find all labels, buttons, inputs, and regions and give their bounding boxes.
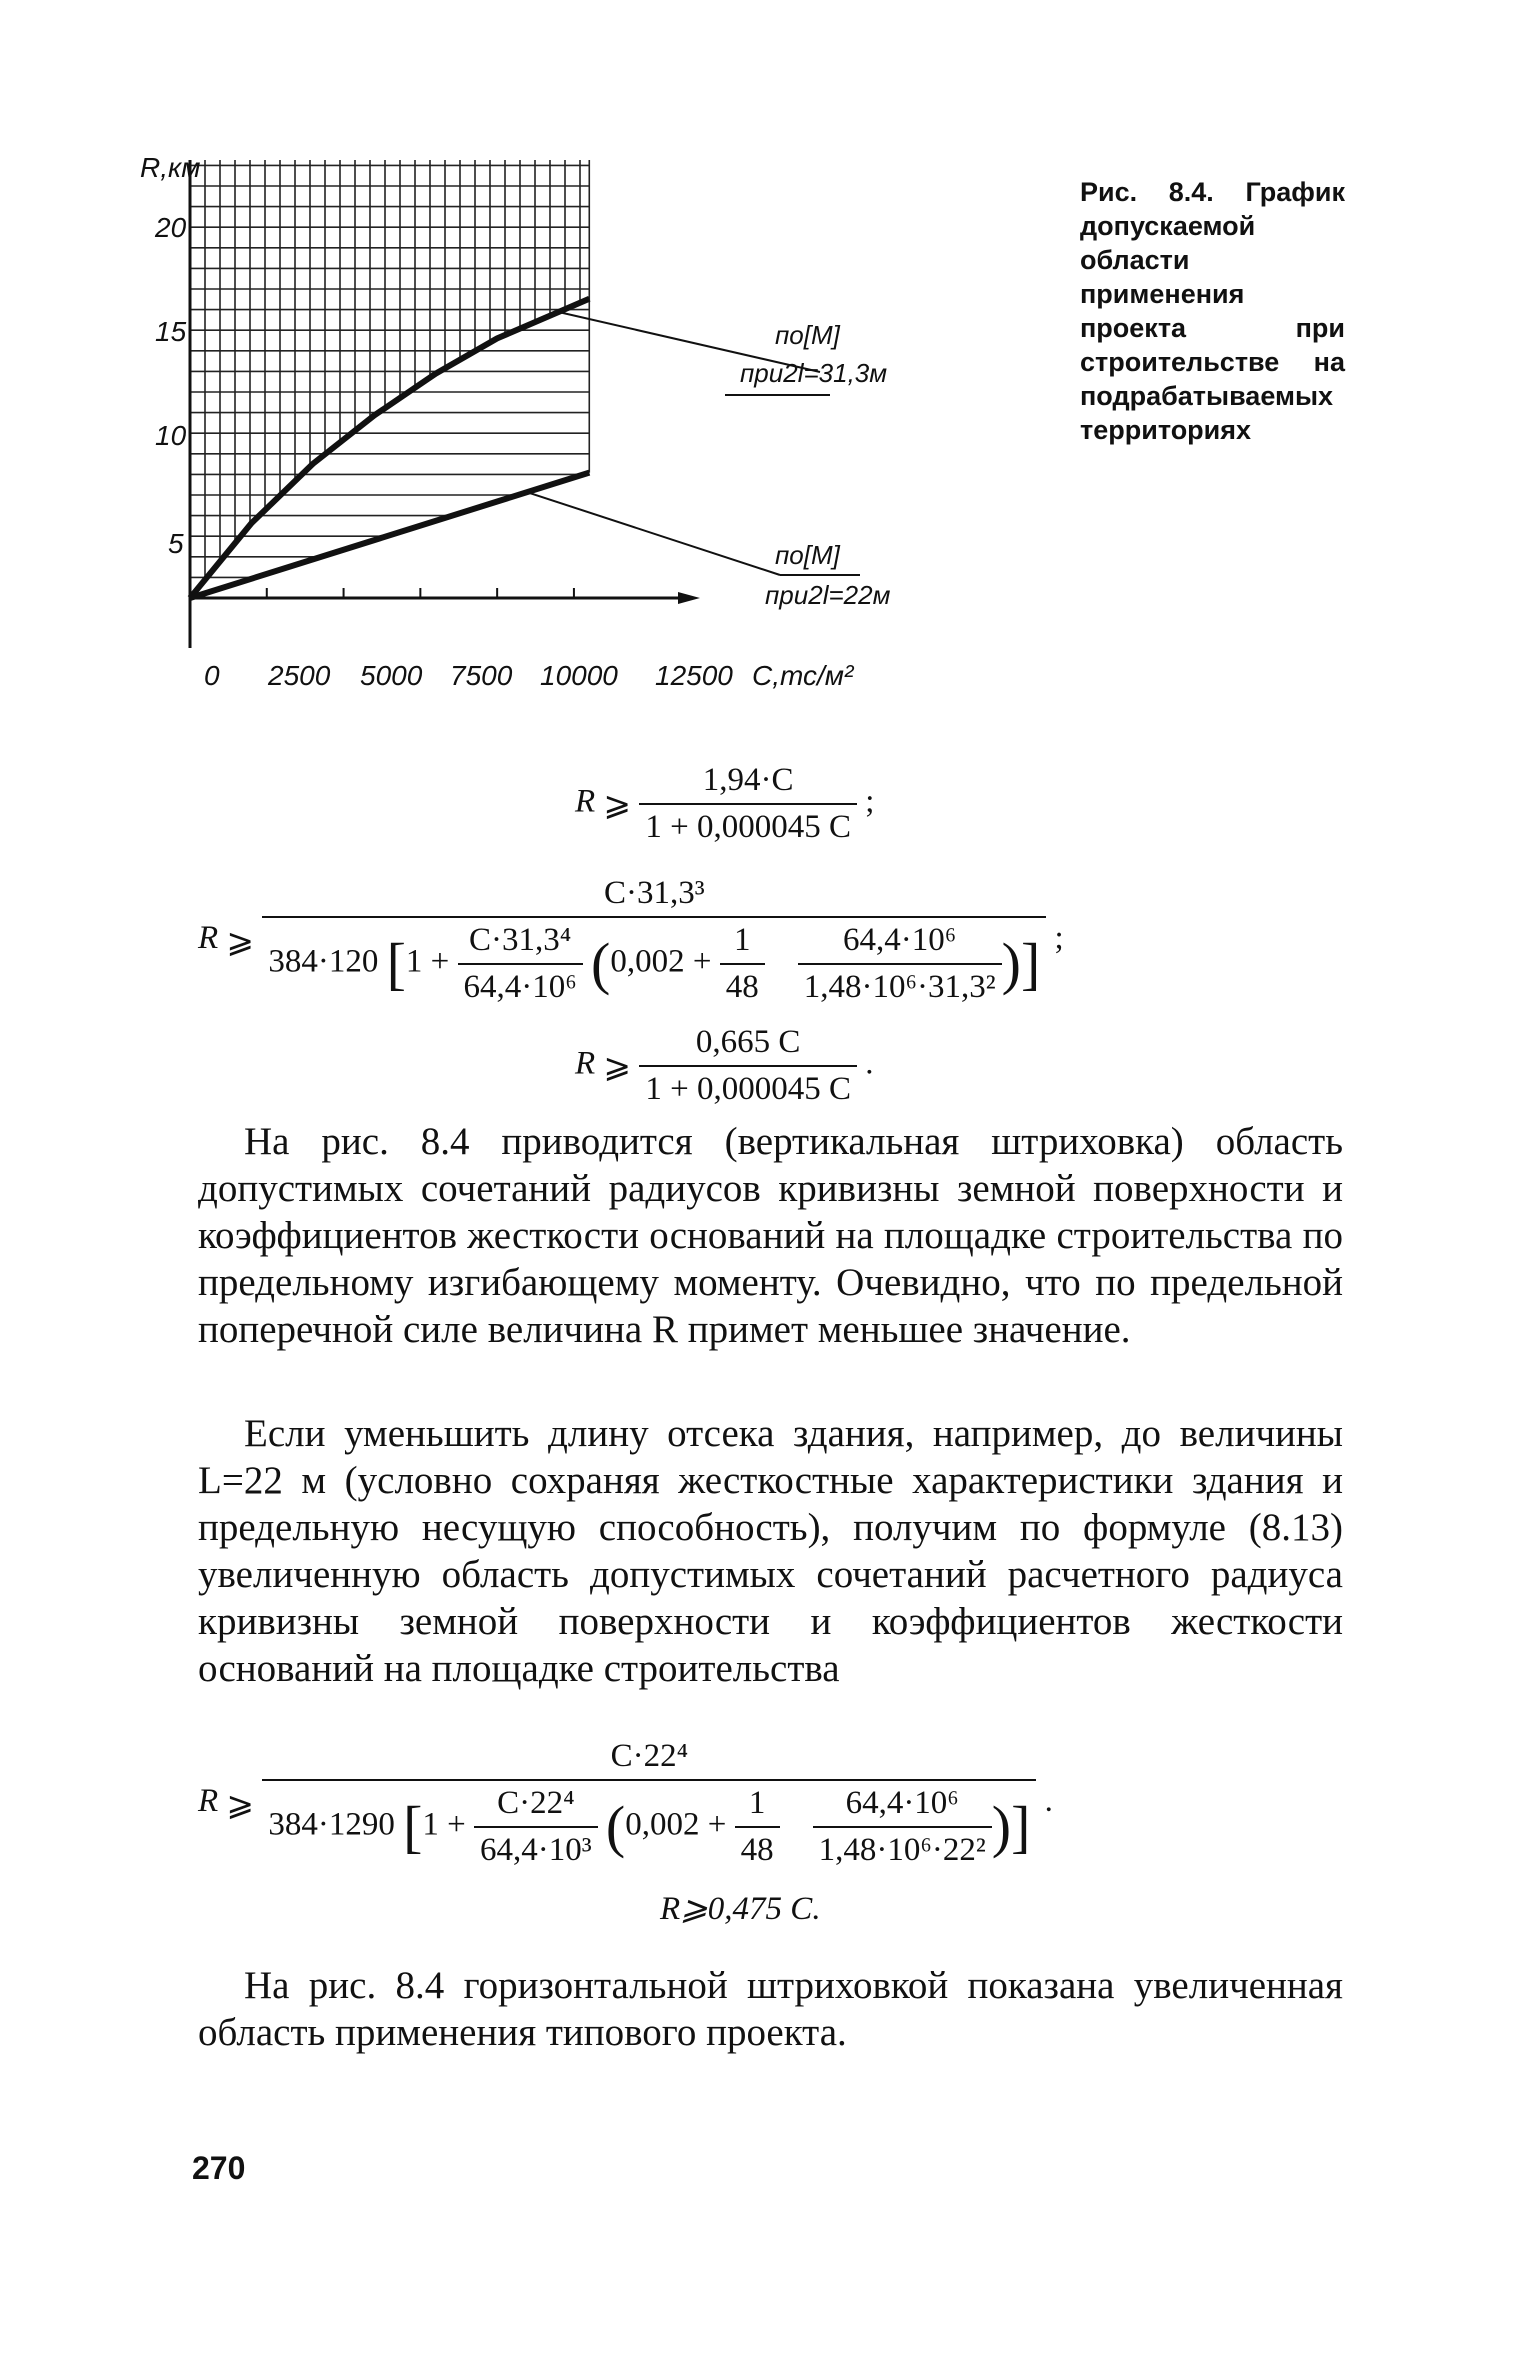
paragraph-2: Если уменьшить длину отсека здания, например, до величины L=22 м (условно сохраняя жесткостные характеристики здания и предельную несущую способность), получим по формуле (8.13) увеличенную область допустимых сочетаний расчетного радиуса кривизны земной поверхности и коэффициентов жесткости оснований на площадке строительства xyxy=(198,1412,1343,1690)
paragraph-1: На рис. 8.4 приводится (вертикальная штриховка) область допустимых сочетаний радиусов кривизны земной поверхности и коэффициентов жесткости оснований на площадке строительства по предельному изгибающему моменту. Очевидно, что по предельной поперечной силе величина R примет меньшее значение. xyxy=(198,1120,1343,1351)
formula-4-frac-a-num: 1 xyxy=(735,1785,780,1828)
x-tick-5000: 5000 xyxy=(360,660,423,691)
formula-4-const: 0,002 + xyxy=(625,1806,727,1843)
formula-4-lhs: R xyxy=(198,1783,219,1820)
figure-caption xyxy=(1080,175,1345,447)
formula-2 xyxy=(198,875,1064,1006)
formula-3-relation: ⩾ xyxy=(603,1049,632,1085)
paragraph-3: На рис. 8.4 горизонтальной штриховкой показана увеличенная область применения типового проекта. xyxy=(198,1964,1343,2054)
page-number: 270 xyxy=(192,2150,246,2186)
formula-4-frac-a xyxy=(735,1785,780,1869)
formula-5: R⩾0,475 C. xyxy=(660,1891,821,1927)
formula-2-frac-b-den: 1,48·10⁶·31,3² xyxy=(803,969,996,1005)
y-tick-15: 15 xyxy=(155,316,187,347)
x-tick-0: 0 xyxy=(204,660,220,691)
x-tick-7500: 7500 xyxy=(450,660,513,691)
plot-group xyxy=(184,160,860,648)
formula-4-numerator: C·22⁴ xyxy=(262,1738,1036,1781)
formula-1 xyxy=(575,762,874,846)
caption-number: Рис. 8.4. xyxy=(1080,177,1214,207)
formula-4-frac-b-num: 64,4·10⁶ xyxy=(813,1785,992,1828)
x-axis-label: С,тс/м² xyxy=(752,660,854,691)
formula-3-lhs: R xyxy=(575,1045,596,1082)
caption-text: График допускаемой области применения проекта при строительстве на подрабатываемых территориях xyxy=(1080,177,1345,445)
formula-2-denominator: 384·120 [1 + $\frac{\text{C·31,3⁴}}{\text{64,4·10⁶}}$ (0,002 + $\frac{1}{48}$ $\frac{\text{64,4·10⁶}}{\text{1,48·10⁶·31,3²}}$ )] xyxy=(268,922,1041,1005)
lower-curve-label-1: по[М] xyxy=(775,540,840,570)
y-tick-5: 5 xyxy=(168,528,184,559)
formula-4-frac-b-den: 1,48·10⁶·22² xyxy=(818,1832,986,1868)
x-tick-10000: 10000 xyxy=(540,660,618,691)
upper-curve-label-1: по[М] xyxy=(775,320,840,350)
formula-2-frac-a-num: 1 xyxy=(720,922,765,965)
formula-2-numerator: C·31,3³ xyxy=(262,875,1046,918)
formula-3-tail: . xyxy=(865,1045,874,1082)
x-axis-arrow xyxy=(678,592,700,604)
formula-4-den-coef: 384·1290 xyxy=(268,1806,395,1843)
formula-4 xyxy=(198,1738,1053,1869)
lower-leader xyxy=(528,492,780,575)
formula-2-inner-num: C·31,3⁴ xyxy=(458,922,583,965)
x-tick-12500: 12500 xyxy=(655,660,733,691)
formula-2-den-coef: 384·120 xyxy=(268,943,379,980)
formula-3-fraction xyxy=(639,1024,857,1108)
formula-2-lhs: R xyxy=(198,920,219,957)
upper-curve-label-2: при2l=31,3м xyxy=(740,358,888,388)
formula-1-numerator: 1,94·C xyxy=(639,762,857,805)
formula-3-numerator: 0,665 C xyxy=(639,1024,857,1067)
formula-1-relation: ⩾ xyxy=(603,787,632,823)
formula-1-lhs: R xyxy=(575,783,596,820)
formula-2-tail: ; xyxy=(1054,920,1064,957)
formula-4-inner-den: 64,4·10³ xyxy=(480,1832,592,1868)
formula-2-const: 0,002 + xyxy=(610,943,712,980)
formula-2-frac-a-den: 48 xyxy=(725,969,759,1005)
formula-2-inner-fraction xyxy=(458,922,583,1006)
formula-2-fraction xyxy=(262,875,1046,1006)
formula-1-fraction xyxy=(639,762,857,846)
formula-2-frac-a xyxy=(720,922,765,1006)
formula-4-frac-a-den: 48 xyxy=(740,1832,774,1868)
formula-1-denominator: 1 + 0,000045 C xyxy=(645,809,851,845)
y-tick-10: 10 xyxy=(155,420,187,451)
formula-4-inner-fraction xyxy=(474,1785,598,1869)
formula-4-tail: . xyxy=(1044,1783,1053,1820)
formula-2-inner-den: 64,4·10⁶ xyxy=(463,969,577,1005)
y-axis-label: R,км xyxy=(140,152,201,183)
formula-3 xyxy=(575,1024,873,1108)
formula-4-fraction xyxy=(262,1738,1036,1869)
formula-4-frac-b xyxy=(813,1785,992,1869)
formula-4-denominator: 384·1290 [1 + $\frac{\text{C·22⁴}}{\text{64,4·10³}}$ (0,002 + $\frac{1}{48}$ $\frac{\text{64,4·10⁶}}{\text{1,48·10⁶·22²}}$ )] xyxy=(268,1785,1031,1868)
lower-curve-label-2: при2l=22м xyxy=(765,580,891,610)
formula-2-relation: ⩾ xyxy=(226,923,255,960)
vertical-hatch xyxy=(190,160,580,598)
figure-8-4 xyxy=(140,152,1080,750)
y-tick-20: 20 xyxy=(155,212,187,243)
formula-2-frac-b xyxy=(798,922,1002,1006)
x-tick-2500: 2500 xyxy=(268,660,331,691)
formula-2-frac-b-num: 64,4·10⁶ xyxy=(798,922,1002,965)
formula-4-inner-num: C·22⁴ xyxy=(474,1785,598,1828)
formula-3-denominator: 1 + 0,000045 C xyxy=(645,1071,851,1107)
formula-1-tail: ; xyxy=(865,783,875,820)
formula-4-relation: ⩾ xyxy=(226,1786,255,1823)
